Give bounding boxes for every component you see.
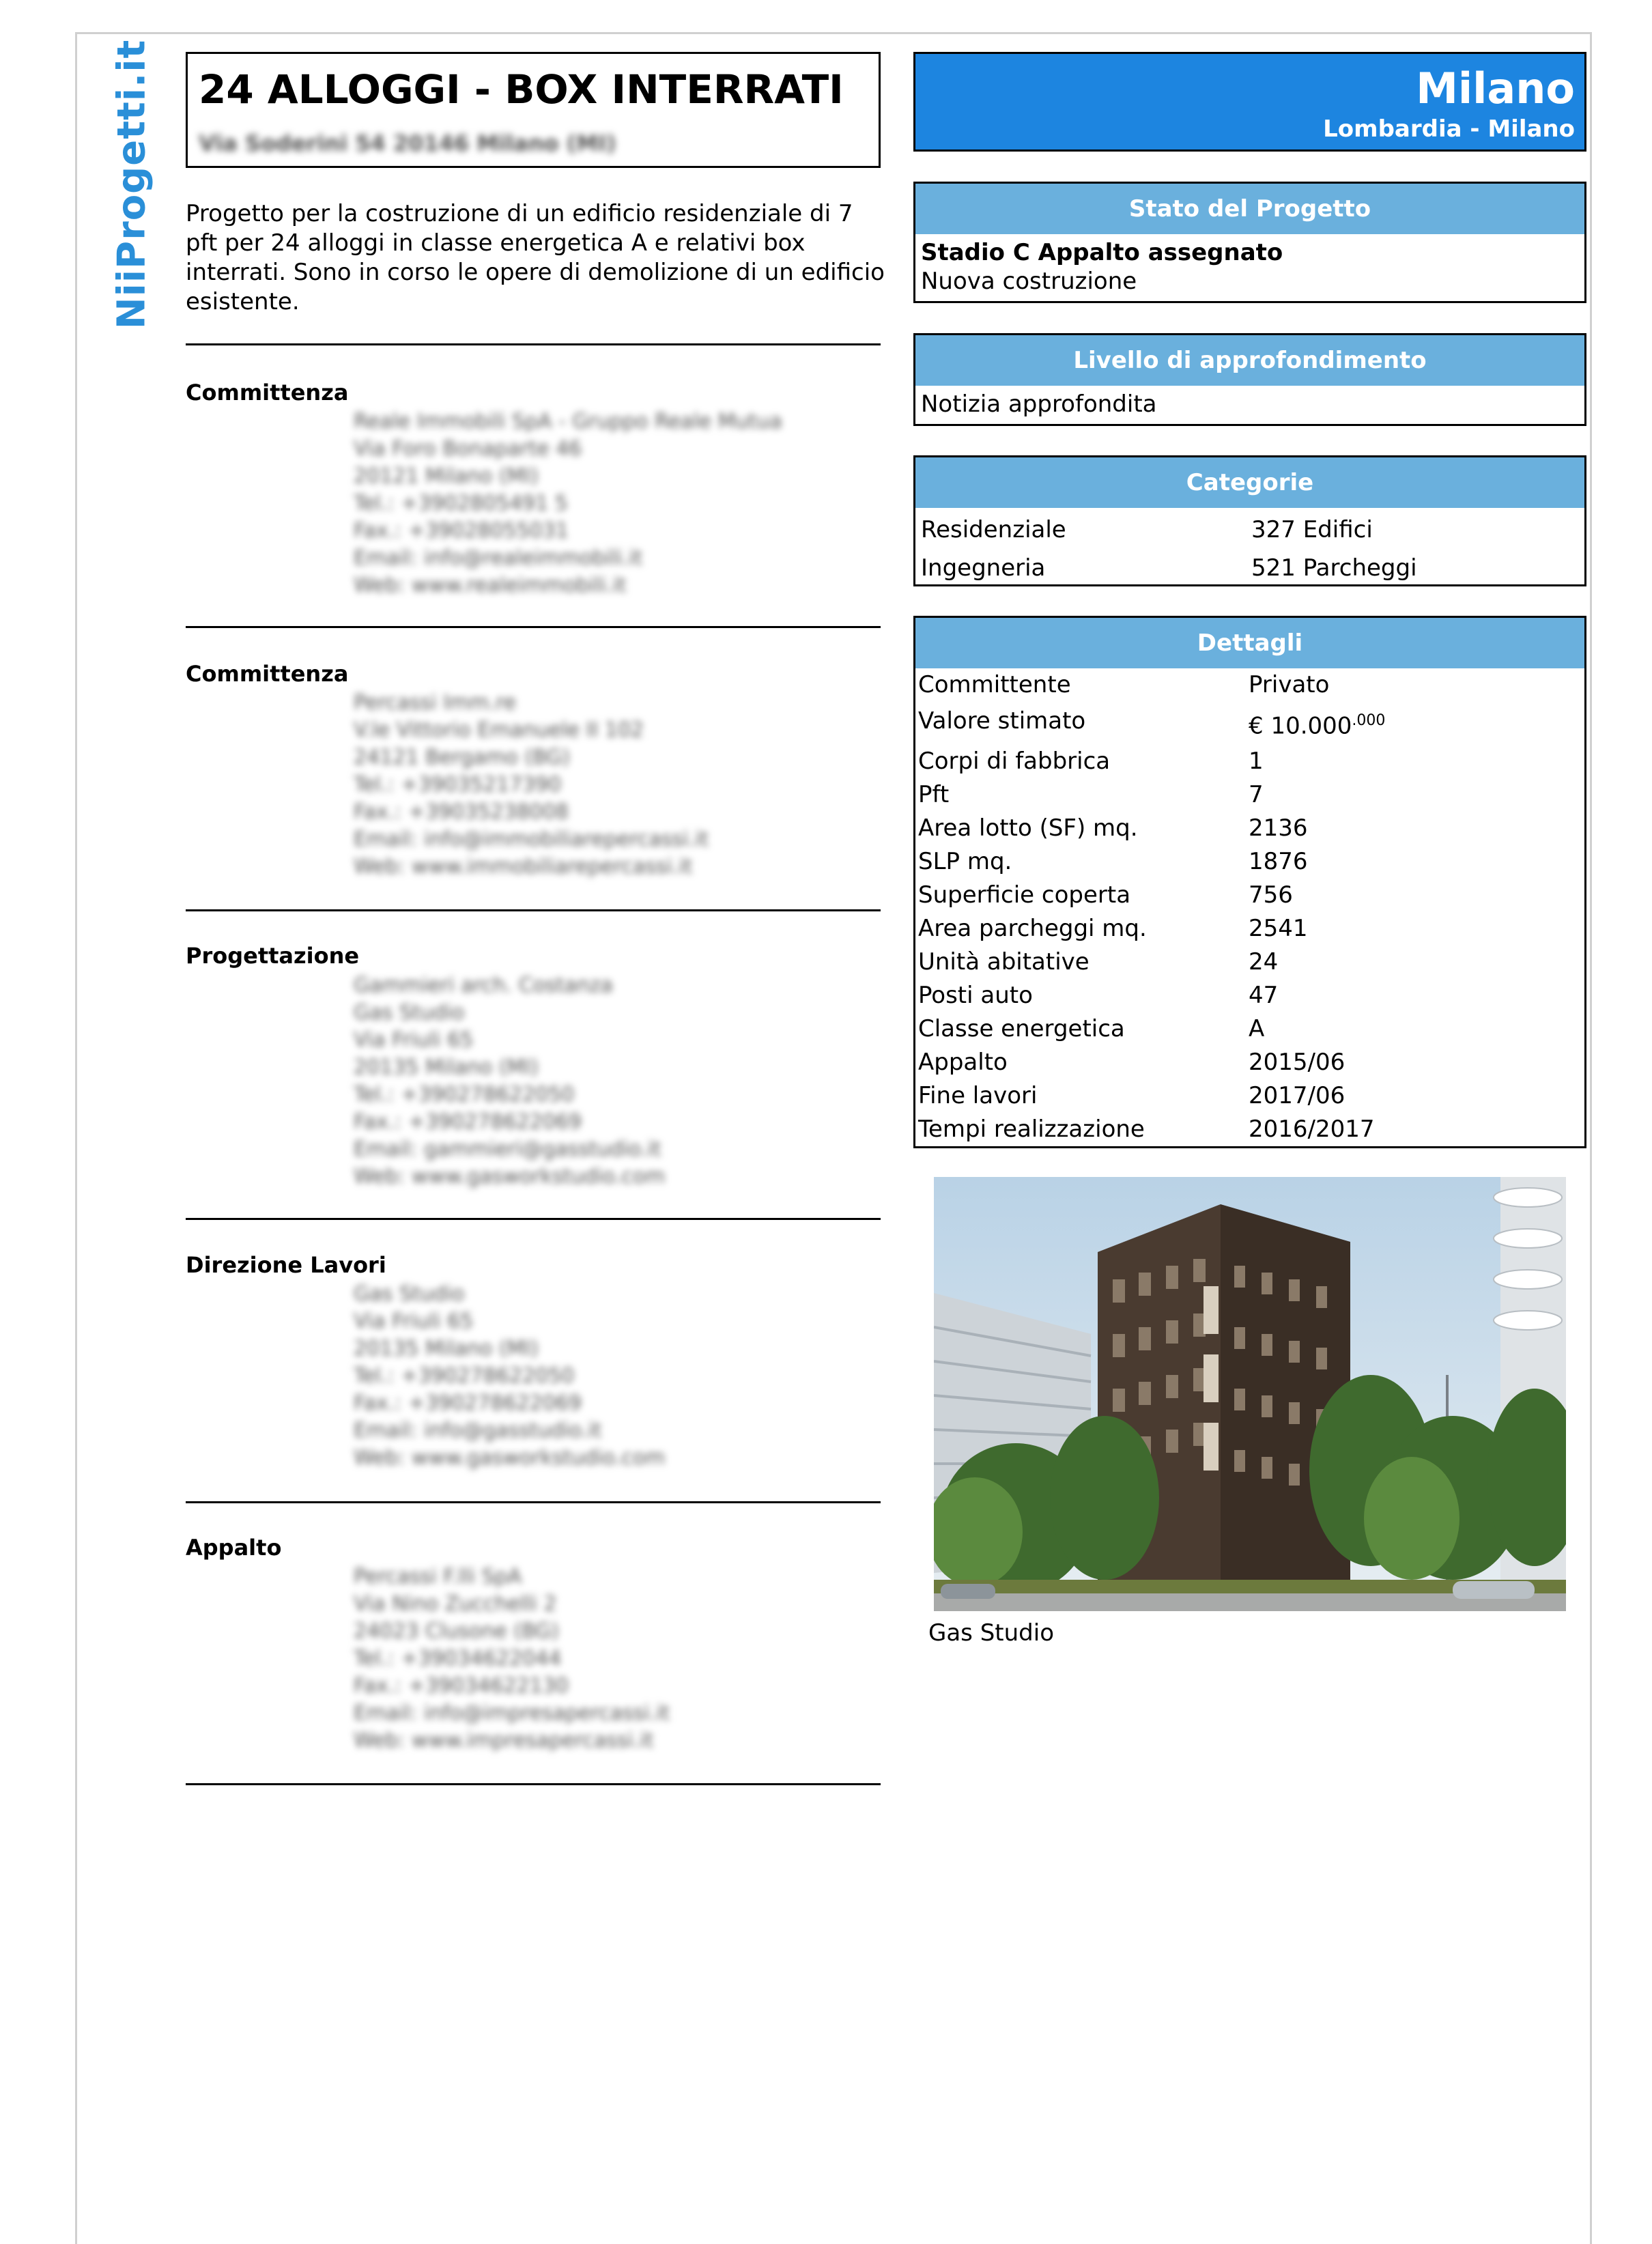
livello-heading: Livello di approfondimento bbox=[915, 335, 1584, 386]
livello-box bbox=[913, 333, 1586, 426]
dettagli-row: Pft 7 bbox=[918, 781, 1264, 809]
project-rendering-image bbox=[934, 1177, 1566, 1611]
divider bbox=[186, 1783, 881, 1785]
livello-value: Notizia approfondita bbox=[921, 390, 1157, 418]
region-name: Lombardia - Milano bbox=[1323, 115, 1575, 143]
city-name: Milano bbox=[1416, 63, 1575, 113]
categorie-box bbox=[913, 455, 1586, 586]
divider bbox=[186, 909, 881, 911]
contact-progettazione: Gammieri arch. Costanza Gas Studio Via Friuli 65 20135 Milano (MI) Tel.: +390278622050 Fax.: +390278622069 Email: gammieri@gasstudio.it Web: www.gasworkstudio.com bbox=[354, 974, 666, 1189]
photo-caption: Gas Studio bbox=[928, 1619, 1054, 1647]
section-label-committenza-1: Committenza bbox=[186, 380, 349, 406]
divider bbox=[186, 1501, 881, 1503]
categorie-heading: Categorie bbox=[915, 457, 1584, 508]
contact-appalto: Percassi F.lli SpA Via Nino Zucchelli 2 24023 Clusone (BG) Tel.: +39034622044 Fax.: +39034622130 Email: info@impresapercassi.it Web: www.impresapercassi.it bbox=[354, 1565, 670, 1752]
divider bbox=[186, 1218, 881, 1220]
dettagli-row: Area parcheggi mq. 2541 bbox=[918, 915, 1308, 943]
dettagli-row: Unità abitative 24 bbox=[918, 948, 1279, 976]
dettagli-row: Appalto 2015/06 bbox=[918, 1049, 1345, 1077]
brand-logo-text: NiiProgetti.it bbox=[109, 39, 154, 330]
dettagli-row-valore: Valore stimato € $10.000^{.000}$ bbox=[918, 707, 1386, 740]
divider bbox=[186, 626, 881, 628]
dettagli-row: Area lotto (SF) mq. 2136 bbox=[918, 814, 1308, 842]
contact-committenza-1: Reale Immobili SpA - Gruppo Reale Mutua Via Foro Bonaparte 46 20121 Milano (MI) Tel.: +3902805491 5 Fax.: +39028055031 Email: info@realeimmobili.it Web: www.realeimmobili.it bbox=[354, 410, 782, 597]
section-label-appalto: Appalto bbox=[186, 1535, 282, 1561]
project-address: Via Soderini 54 20146 Milano (MI) bbox=[199, 130, 616, 156]
divider bbox=[186, 343, 881, 345]
valore-sup: .000 bbox=[1352, 712, 1386, 729]
valore-main: € 10.000 bbox=[1249, 712, 1352, 740]
section-label-committenza-2: Committenza bbox=[186, 661, 349, 687]
contact-direzione-lavori: Gas Studio Via Friuli 65 20135 Milano (MI) Tel.: +390278622050 Fax.: +390278622069 Email: info@gasstudio.it Web: www.gasworkstudio.com bbox=[354, 1282, 666, 1470]
contact-committenza-2: Percassi Imm.re V.le Vittorio Emanuele II 102 24121 Bergamo (BG) Tel.: +39035217390 Fax.: +39035238008 Email: info@immobiliarepercassi.it Web: www.immobiliarepercassi.it bbox=[354, 691, 709, 879]
project-type: Nuova costruzione bbox=[921, 268, 1137, 295]
categoria-row: Ingegneria 521 Parcheggi bbox=[921, 554, 1417, 582]
dettagli-row: Corpi di fabbrica 1 bbox=[918, 748, 1264, 776]
dettagli-row: Classe energetica A bbox=[918, 1015, 1265, 1043]
project-stage: Stadio C Appalto assegnato bbox=[921, 239, 1283, 266]
project-title: 24 ALLOGGI - BOX INTERRATI bbox=[199, 66, 844, 113]
location-box bbox=[913, 52, 1586, 152]
dettagli-box bbox=[913, 616, 1586, 1148]
dettagli-row: Tempi realizzazione 2016/2017 bbox=[918, 1116, 1375, 1144]
dettagli-row: Committente Privato bbox=[918, 671, 1330, 698]
dettagli-row: Posti auto 47 bbox=[918, 982, 1279, 1010]
stato-progetto-box bbox=[913, 182, 1586, 303]
dettagli-row: SLP mq. 1876 bbox=[918, 848, 1308, 876]
dettagli-row: Superficie coperta 756 bbox=[918, 881, 1293, 909]
section-label-progettazione: Progettazione bbox=[186, 943, 360, 969]
project-description: Progetto per la costruzione di un edificio residenziale di 7 pft per 24 alloggi in classe energetica A e relativi box interrati. Sono in corso le opere di demolizione di un edificio esistente. bbox=[186, 200, 885, 315]
dettagli-heading: Dettagli bbox=[915, 618, 1584, 668]
stato-progetto-heading: Stato del Progetto bbox=[915, 184, 1584, 234]
section-label-direzione-lavori: Direzione Lavori bbox=[186, 1252, 386, 1278]
dettagli-row: Fine lavori 2017/06 bbox=[918, 1082, 1345, 1110]
brand-logo bbox=[108, 39, 156, 330]
categoria-row: Residenziale 327 Edifici bbox=[921, 516, 1373, 543]
project-title-box bbox=[186, 52, 881, 168]
